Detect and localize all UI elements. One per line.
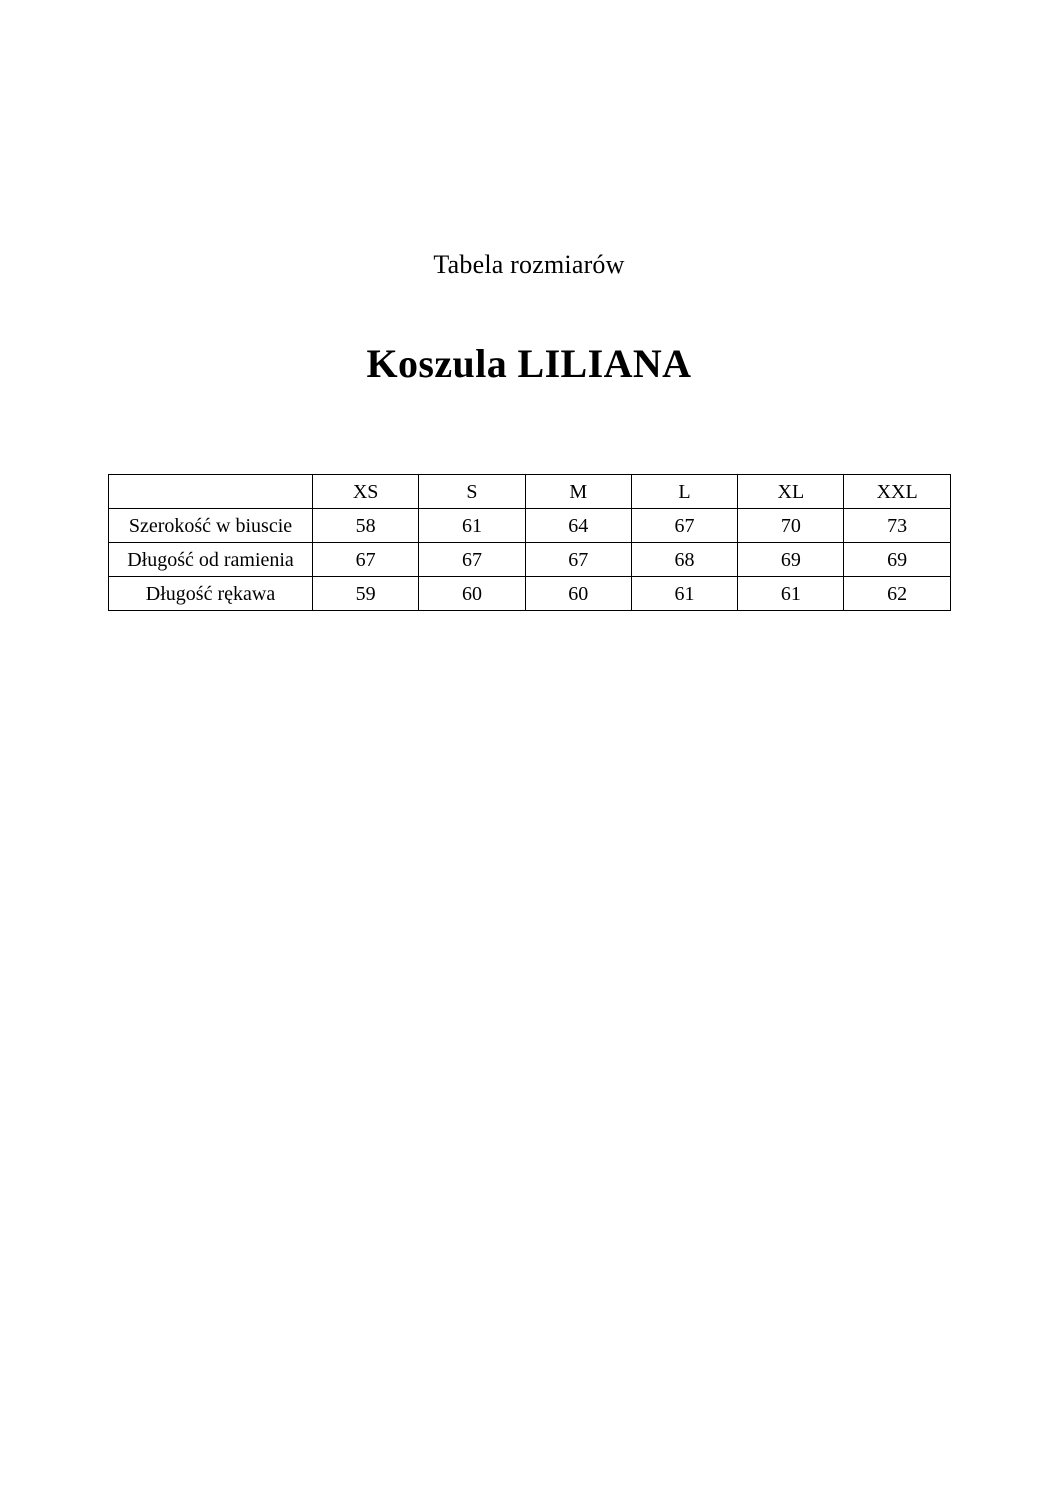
document-subtitle: Tabela rozmiarów [433,250,625,279]
table-row [109,509,951,543]
row-label-sleeve-length: Długość rękawa [109,577,313,611]
cell-sleeve-length-m: 60 [525,577,631,611]
page-title: Koszula LILIANA [366,341,692,386]
cell-chest-width-xl: 70 [738,509,844,543]
table-row [109,577,951,611]
cell-sleeve-length-l: 61 [631,577,737,611]
cell-shoulder-length-xl: 69 [738,543,844,577]
table-header-row [109,475,951,509]
table-corner-cell [109,475,313,509]
cell-shoulder-length-s: 67 [419,543,525,577]
cell-shoulder-length-l: 68 [631,543,737,577]
column-header-m: M [525,475,631,509]
column-header-l: L [631,475,737,509]
cell-sleeve-length-xl: 61 [738,577,844,611]
size-table [108,474,951,611]
cell-chest-width-xs: 58 [313,509,419,543]
cell-shoulder-length-m: 67 [525,543,631,577]
column-header-s: S [419,475,525,509]
table-row [109,543,951,577]
column-header-xs: XS [313,475,419,509]
size-table-container [108,474,950,611]
row-label-chest-width: Szerokość w biuscie [109,509,313,543]
cell-sleeve-length-s: 60 [419,577,525,611]
column-header-xxl: XXL [844,475,950,509]
cell-chest-width-l: 67 [631,509,737,543]
cell-shoulder-length-xxl: 69 [844,543,950,577]
row-label-shoulder-length: Długość od ramienia [109,543,313,577]
column-header-xl: XL [738,475,844,509]
cell-chest-width-m: 64 [525,509,631,543]
cell-chest-width-s: 61 [419,509,525,543]
cell-sleeve-length-xs: 59 [313,577,419,611]
cell-chest-width-xxl: 73 [844,509,950,543]
cell-shoulder-length-xs: 67 [313,543,419,577]
cell-sleeve-length-xxl: 62 [844,577,950,611]
